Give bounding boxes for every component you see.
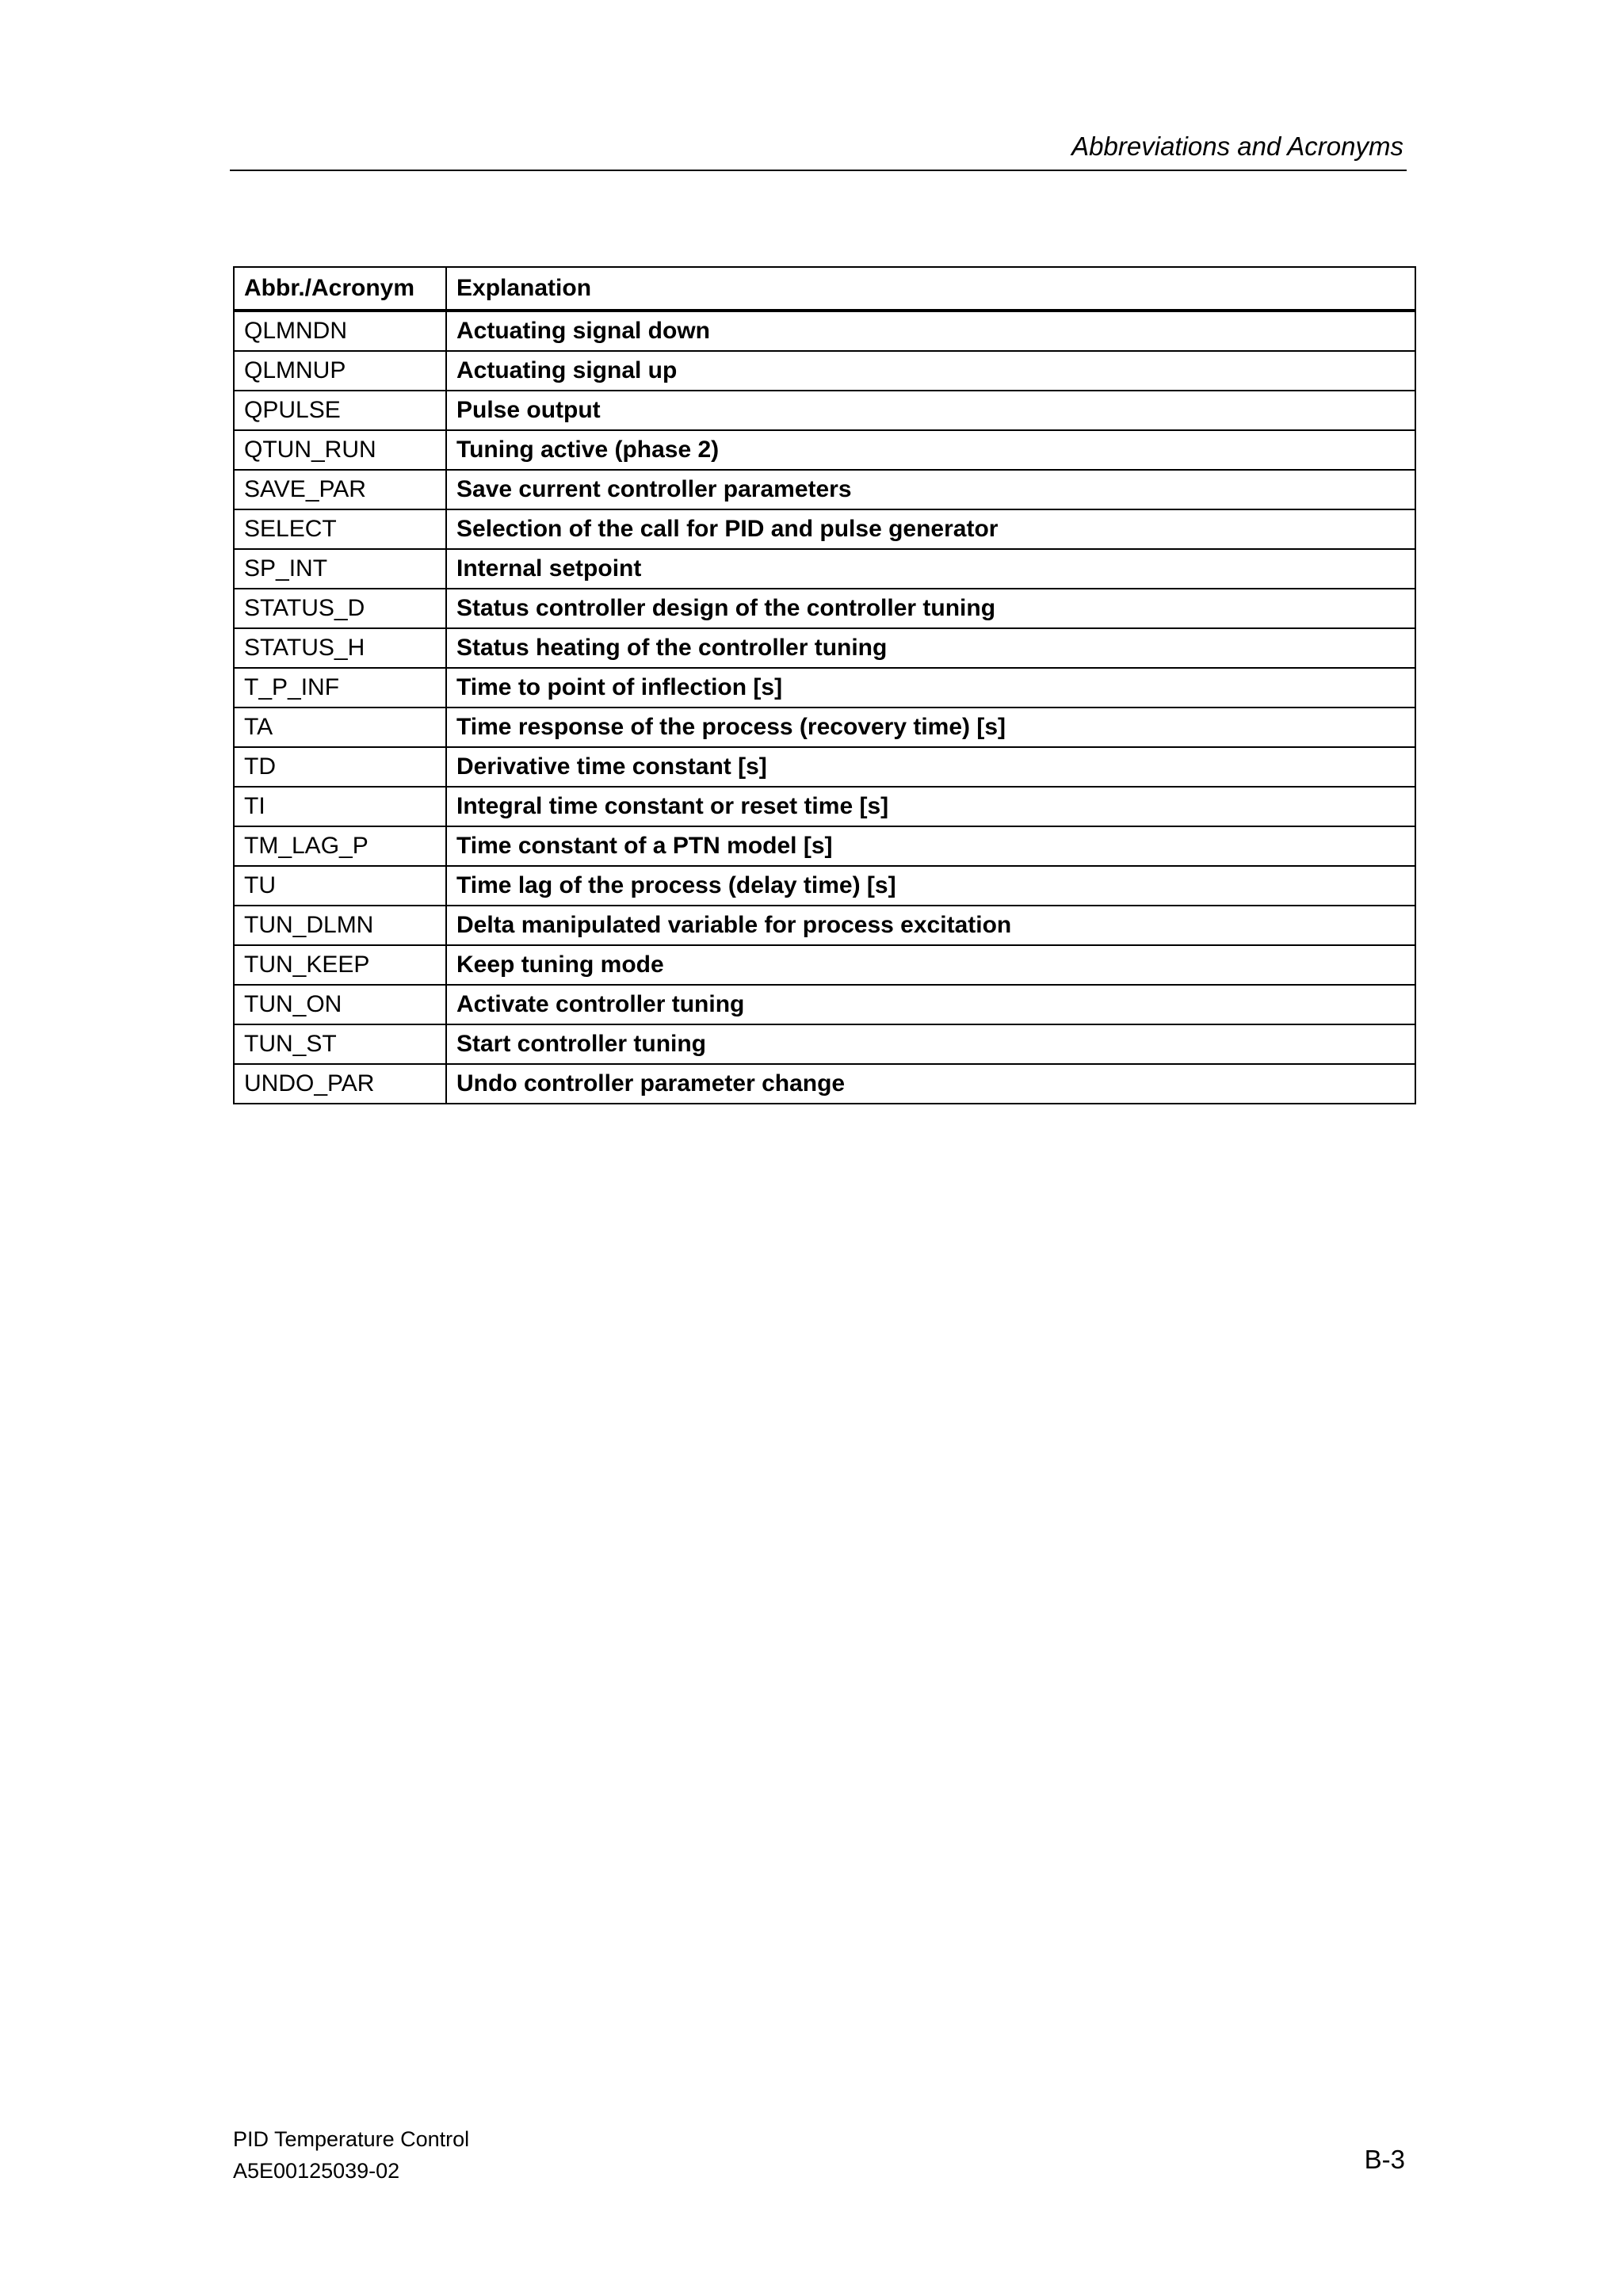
abbr-cell: STATUS_H xyxy=(234,628,446,668)
table-row xyxy=(234,945,1415,985)
abbr-cell: TI xyxy=(234,787,446,826)
table-row xyxy=(234,1024,1415,1064)
table-row xyxy=(234,906,1415,945)
abbr-cell: QLMNDN xyxy=(234,311,446,351)
page-number: B-3 xyxy=(1364,2145,1405,2174)
table-row xyxy=(234,628,1415,668)
table-row xyxy=(234,509,1415,549)
explanation-cell: Time to point of inflection [s] xyxy=(446,668,1415,707)
column-header-abbr: Abbr./Acronym xyxy=(234,267,446,311)
abbr-cell: T_P_INF xyxy=(234,668,446,707)
abbr-cell: QPULSE xyxy=(234,391,446,430)
table-row xyxy=(234,311,1415,351)
explanation-cell: Internal setpoint xyxy=(446,549,1415,589)
table-row xyxy=(234,549,1415,589)
table-row xyxy=(234,866,1415,906)
page-footer xyxy=(233,2123,469,2187)
explanation-cell: Status controller design of the controller tuning xyxy=(446,589,1415,628)
explanation-cell: Tuning active (phase 2) xyxy=(446,430,1415,470)
table-row xyxy=(234,707,1415,747)
explanation-cell: Save current controller parameters xyxy=(446,470,1415,509)
table-row xyxy=(234,391,1415,430)
table-header-row xyxy=(234,267,1415,311)
table-row xyxy=(234,589,1415,628)
abbr-cell: TUN_DLMN xyxy=(234,906,446,945)
table-row xyxy=(234,747,1415,787)
explanation-cell: Integral time constant or reset time [s] xyxy=(446,787,1415,826)
abbr-cell: TA xyxy=(234,707,446,747)
explanation-cell: Status heating of the controller tuning xyxy=(446,628,1415,668)
abbr-cell: SP_INT xyxy=(234,549,446,589)
explanation-cell: Actuating signal up xyxy=(446,351,1415,391)
explanation-cell: Actuating signal down xyxy=(446,311,1415,351)
abbr-cell: TUN_ST xyxy=(234,1024,446,1064)
explanation-cell: Pulse output xyxy=(446,391,1415,430)
abbr-cell: QTUN_RUN xyxy=(234,430,446,470)
explanation-cell: Derivative time constant [s] xyxy=(446,747,1415,787)
explanation-cell: Time lag of the process (delay time) [s] xyxy=(446,866,1415,906)
column-header-explanation: Explanation xyxy=(446,267,1415,311)
abbr-cell: SAVE_PAR xyxy=(234,470,446,509)
explanation-cell: Selection of the call for PID and pulse generator xyxy=(446,509,1415,549)
explanation-cell: Start controller tuning xyxy=(446,1024,1415,1064)
page-header xyxy=(230,127,1407,171)
table-row xyxy=(234,430,1415,470)
footer-product-name: PID Temperature Control xyxy=(233,2127,470,2151)
abbr-cell: UNDO_PAR xyxy=(234,1064,446,1104)
abbr-cell: TM_LAG_P xyxy=(234,826,446,866)
table-row xyxy=(234,787,1415,826)
table-row xyxy=(234,470,1415,509)
abbr-cell: STATUS_D xyxy=(234,589,446,628)
explanation-cell: Keep tuning mode xyxy=(446,945,1415,985)
explanation-cell: Undo controller parameter change xyxy=(446,1064,1415,1104)
abbr-cell: TU xyxy=(234,866,446,906)
table-row xyxy=(234,1064,1415,1104)
table-row xyxy=(234,826,1415,866)
abbr-cell: SELECT xyxy=(234,509,446,549)
table-row xyxy=(234,668,1415,707)
explanation-cell: Delta manipulated variable for process excitation xyxy=(446,906,1415,945)
abbreviations-table xyxy=(233,266,1416,1104)
section-title: Abbreviations and Acronyms xyxy=(1071,132,1403,161)
table-row xyxy=(234,351,1415,391)
abbr-cell: TUN_KEEP xyxy=(234,945,446,985)
footer-document-number: A5E00125039-02 xyxy=(233,2159,400,2183)
explanation-cell: Time constant of a PTN model [s] xyxy=(446,826,1415,866)
abbr-cell: TD xyxy=(234,747,446,787)
abbr-cell: TUN_ON xyxy=(234,985,446,1024)
table-row xyxy=(234,985,1415,1024)
explanation-cell: Activate controller tuning xyxy=(446,985,1415,1024)
abbr-cell: QLMNUP xyxy=(234,351,446,391)
explanation-cell: Time response of the process (recovery time) [s] xyxy=(446,707,1415,747)
